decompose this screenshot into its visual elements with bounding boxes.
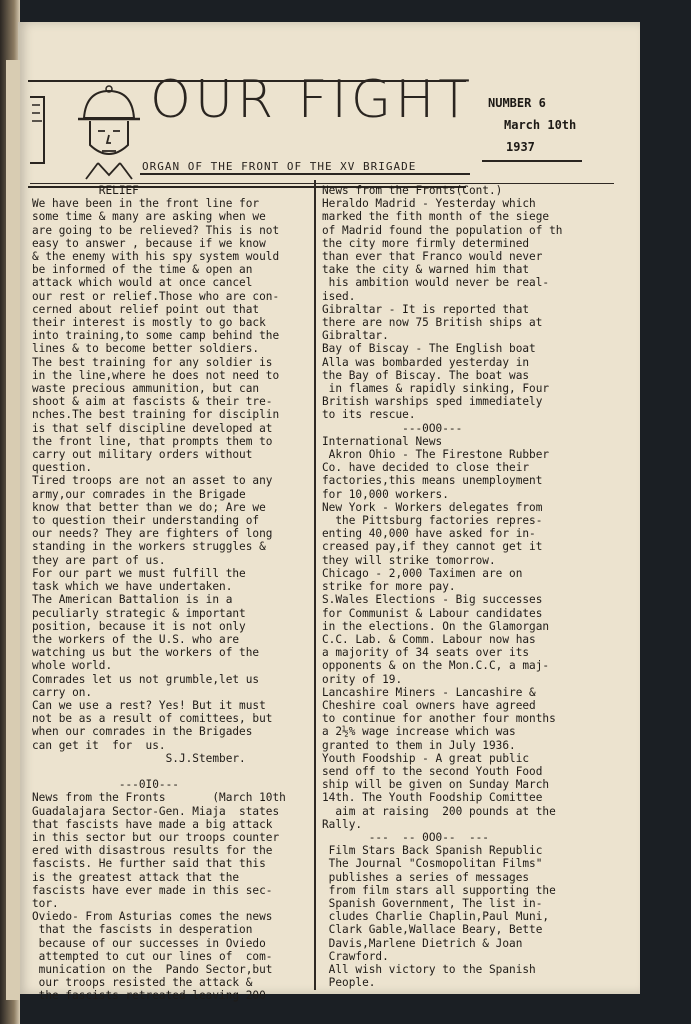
text-line: a 2½% wage increase which was	[322, 725, 516, 739]
text-line: munication on the Pando Sector,but	[32, 962, 273, 976]
text-line: is that self discipline developed at	[32, 421, 273, 435]
text-line: they are part of us.	[32, 553, 166, 567]
text-line: some time & many are asking when we	[32, 210, 266, 224]
text-line: in this sector but our troops counter	[32, 830, 280, 844]
text-line: our rest or relief.Those who are con-	[32, 289, 280, 303]
text-line: be informed of the time & open an	[32, 263, 253, 277]
text-line: our troops resisted the attack &	[32, 976, 253, 990]
text-line: Crawford.	[322, 949, 389, 963]
text-line: Chicago - 2,000 Taximen are on	[322, 566, 523, 580]
text-line: Rally.	[322, 817, 363, 831]
text-line: the city more firmly determined	[322, 236, 530, 250]
text-line: position, because it is not only	[32, 619, 246, 633]
masthead-subtitle: ORGAN OF THE FRONT OF THE XV BRIGADE	[142, 160, 417, 173]
text-line: question.	[32, 461, 93, 475]
text-line: send off to the second Youth Food	[322, 764, 543, 778]
text-line: his ambition would never be real-	[322, 276, 550, 290]
text-line: from film stars all supporting the	[322, 883, 556, 897]
text-line: Bay of Biscay - The English boat	[322, 342, 536, 356]
text-line: fascists. He further said that this	[32, 857, 266, 871]
text-line: peculiarly strategic & important	[32, 606, 246, 620]
subtitle-underline	[140, 173, 470, 175]
text-line: & the enemy with his spy system would	[32, 250, 280, 264]
text-line: factories,this means unemployment	[322, 474, 543, 488]
issue-info	[488, 92, 576, 158]
text-line: waste precious ammunition, but can	[32, 382, 260, 396]
text-line: a majority of 34 seats over its	[322, 646, 530, 660]
text-line: C.C. Lab. & Comm. Labour now has	[322, 632, 536, 646]
text-line: marked the fith month of the siege	[322, 210, 550, 224]
text-line: are going to be relieved? This is not	[32, 223, 280, 237]
text-line: there are now 75 British ships at	[322, 316, 543, 330]
text-line: --- -- 0O0-- ---	[322, 830, 489, 844]
text-line: The American Battalion is in a	[32, 593, 233, 607]
text-line: shoot & aim at fascists & their tre-	[32, 395, 273, 409]
text-line: tor.	[32, 896, 59, 910]
text-line: Akron Ohio - The Firestone Rubber	[322, 448, 550, 462]
text-line: in the line,where he does not need to	[32, 368, 280, 382]
text-line: for 10,000 workers.	[322, 487, 449, 501]
text-line: army,our comrades in the Brigade	[32, 487, 246, 501]
text-line: the Pittsburg factories repres-	[322, 514, 543, 528]
text-line: ship will be given on Sunday March	[322, 778, 550, 792]
text-line: News from the Fronts(Cont.)	[322, 184, 503, 197]
text-line: Can we use a rest? Yes! But it must	[32, 698, 266, 712]
text-line: The best training for any soldier is	[32, 355, 273, 369]
text-line: know that better than we do; Are we	[32, 500, 266, 514]
column-divider	[314, 180, 316, 990]
text-line: Davis,Marlene Dietrich & Joan	[322, 936, 523, 950]
text-line: fascists have ever made in this sec-	[32, 883, 273, 897]
text-line: attack which would at once cancel	[32, 276, 253, 290]
text-line: the workers of the U.S. who are	[32, 632, 240, 646]
text-line: publishes a series of messages	[322, 870, 530, 884]
text-line: 14th. The Youth Foodship Comittee	[322, 791, 543, 805]
text-line: to question their understanding of	[32, 514, 260, 528]
text-line: Co. have decided to close their	[322, 461, 530, 475]
soldier-helmet-icon	[74, 83, 144, 183]
text-line: easy to answer , because if we know	[32, 236, 266, 250]
issue-rule	[482, 160, 582, 162]
text-line: take the city & warned him that	[322, 263, 530, 277]
text-line: The Journal "Cosmopolitan Films"	[322, 857, 543, 871]
text-line: carry out military orders without	[32, 448, 253, 462]
text-line: can get it for us.	[32, 738, 166, 752]
text-line: our needs? They are fighters of long	[32, 527, 273, 541]
text-line: British warships sped immediately	[322, 395, 543, 409]
text-line: nches.The best training for disciplin	[32, 408, 280, 422]
text-line: Gibraltar.	[322, 329, 389, 343]
text-line: aim at raising 200 pounds at the	[322, 804, 556, 818]
text-line: lines & to become better soldiers.	[32, 342, 260, 356]
text-line: when our comrades in the Brigades	[32, 725, 253, 739]
text-line: Comrades let us not grumble,let us	[32, 672, 260, 686]
text-line: creased pay,if they cannot get it	[322, 540, 543, 554]
text-line: cerned about relief point out that	[32, 302, 260, 316]
text-line: in flames & rapidly sinking, Four	[322, 382, 550, 396]
text-line: opponents & on the Mon.C.C, a maj-	[322, 659, 550, 673]
text-line: to its rescue.	[322, 408, 416, 422]
text-line: All wish victory to the Spanish	[322, 962, 536, 976]
right-column	[322, 184, 562, 989]
text-line: than ever that Franco would never	[322, 250, 543, 264]
text-line: Tired troops are not an asset to any	[32, 474, 273, 488]
text-line: S.J.Stember.	[32, 751, 246, 765]
text-line: because of our successes in Oviedo	[32, 936, 266, 950]
text-line: International News	[322, 434, 443, 448]
text-line: watching us but the workers of the	[32, 646, 260, 660]
text-line: For our part we must fulfill the	[32, 566, 246, 580]
text-line: Youth Foodship - A great public	[322, 751, 530, 765]
text-line: New York - Workers delegates from	[322, 500, 543, 514]
text-line: ised.	[322, 289, 356, 303]
text-line: Oviedo- From Asturias comes the news	[32, 910, 273, 924]
text-line	[32, 765, 286, 778]
text-line: ---0O0---	[322, 421, 463, 435]
text-line: standing in the workers struggles &	[32, 540, 266, 554]
text-line: that the fascists in desperation	[32, 923, 253, 937]
text-line: People.	[322, 976, 376, 990]
text-line: Heraldo Madrid - Yesterday which	[322, 197, 536, 211]
text-line: Clark Gable,Wallace Beary, Bette	[322, 923, 543, 937]
text-line: the front line, that prompts them to	[32, 434, 273, 448]
text-line: Film Stars Back Spanish Republic	[322, 844, 543, 858]
text-line: Spanish Government, The list in-	[322, 896, 543, 910]
text-line: Gibraltar - It is reported that	[322, 302, 530, 316]
text-line: the Bay of Biscay. The boat was	[322, 368, 530, 382]
text-line: cludes Charlie Chaplin,Paul Muni,	[322, 910, 550, 924]
text-line: Guadalajara Sector-Gen. Miaja states	[32, 804, 280, 818]
text-line: of Madrid found the population of th	[322, 223, 563, 237]
masthead-title: OUR FIGHT	[150, 70, 475, 130]
text-line: ---0I0---	[32, 778, 179, 792]
text-line: to continue for another four months	[322, 712, 556, 726]
text-line: Cheshire coal owners have agreed	[322, 698, 536, 712]
text-line: task which we have undertaken.	[32, 580, 233, 594]
text-line: Lancashire Miners - Lancashire &	[322, 685, 536, 699]
text-line: carry on.	[32, 685, 93, 699]
issue-date: March 10th	[504, 118, 577, 132]
text-line: attempted to cut our lines of com-	[32, 949, 273, 963]
left-column	[32, 184, 286, 1003]
left-page-edge	[6, 60, 20, 1000]
text-line: for Communist & Labour candidates	[322, 606, 543, 620]
issue-year: 1937	[506, 140, 535, 154]
text-line: into training,to some camp behind the	[32, 329, 280, 343]
text-line: whole world.	[32, 659, 113, 673]
text-line: We have been in the front line for	[32, 197, 260, 211]
text-line: the fascists retreated leaving 200	[32, 989, 266, 1003]
text-line: that fascists have made a big attack	[32, 817, 273, 831]
text-line: ered with disastrous results for the	[32, 844, 273, 858]
text-line: enting 40,000 have asked for in-	[322, 527, 536, 541]
text-line: their interest is mostly to go back	[32, 316, 266, 330]
text-line: granted to them in July 1936.	[322, 738, 516, 752]
text-line: Alla was bombarded yesterday in	[322, 355, 530, 369]
text-line: they will strike tomorrow.	[322, 553, 496, 567]
text-line: News from the Fronts (March 10th	[32, 791, 286, 805]
text-line: ority of 19.	[322, 672, 403, 686]
text-line: strike for more pay.	[322, 580, 456, 594]
issue-number: NUMBER 6	[488, 96, 546, 110]
text-line: not be as a result of comittees, but	[32, 712, 273, 726]
text-line: is the greatest attack that the	[32, 870, 240, 884]
text-line: S.Wales Elections - Big successes	[322, 593, 543, 607]
text-line: RELIEF	[32, 184, 139, 197]
text-line: in the elections. On the Glamorgan	[322, 619, 550, 633]
